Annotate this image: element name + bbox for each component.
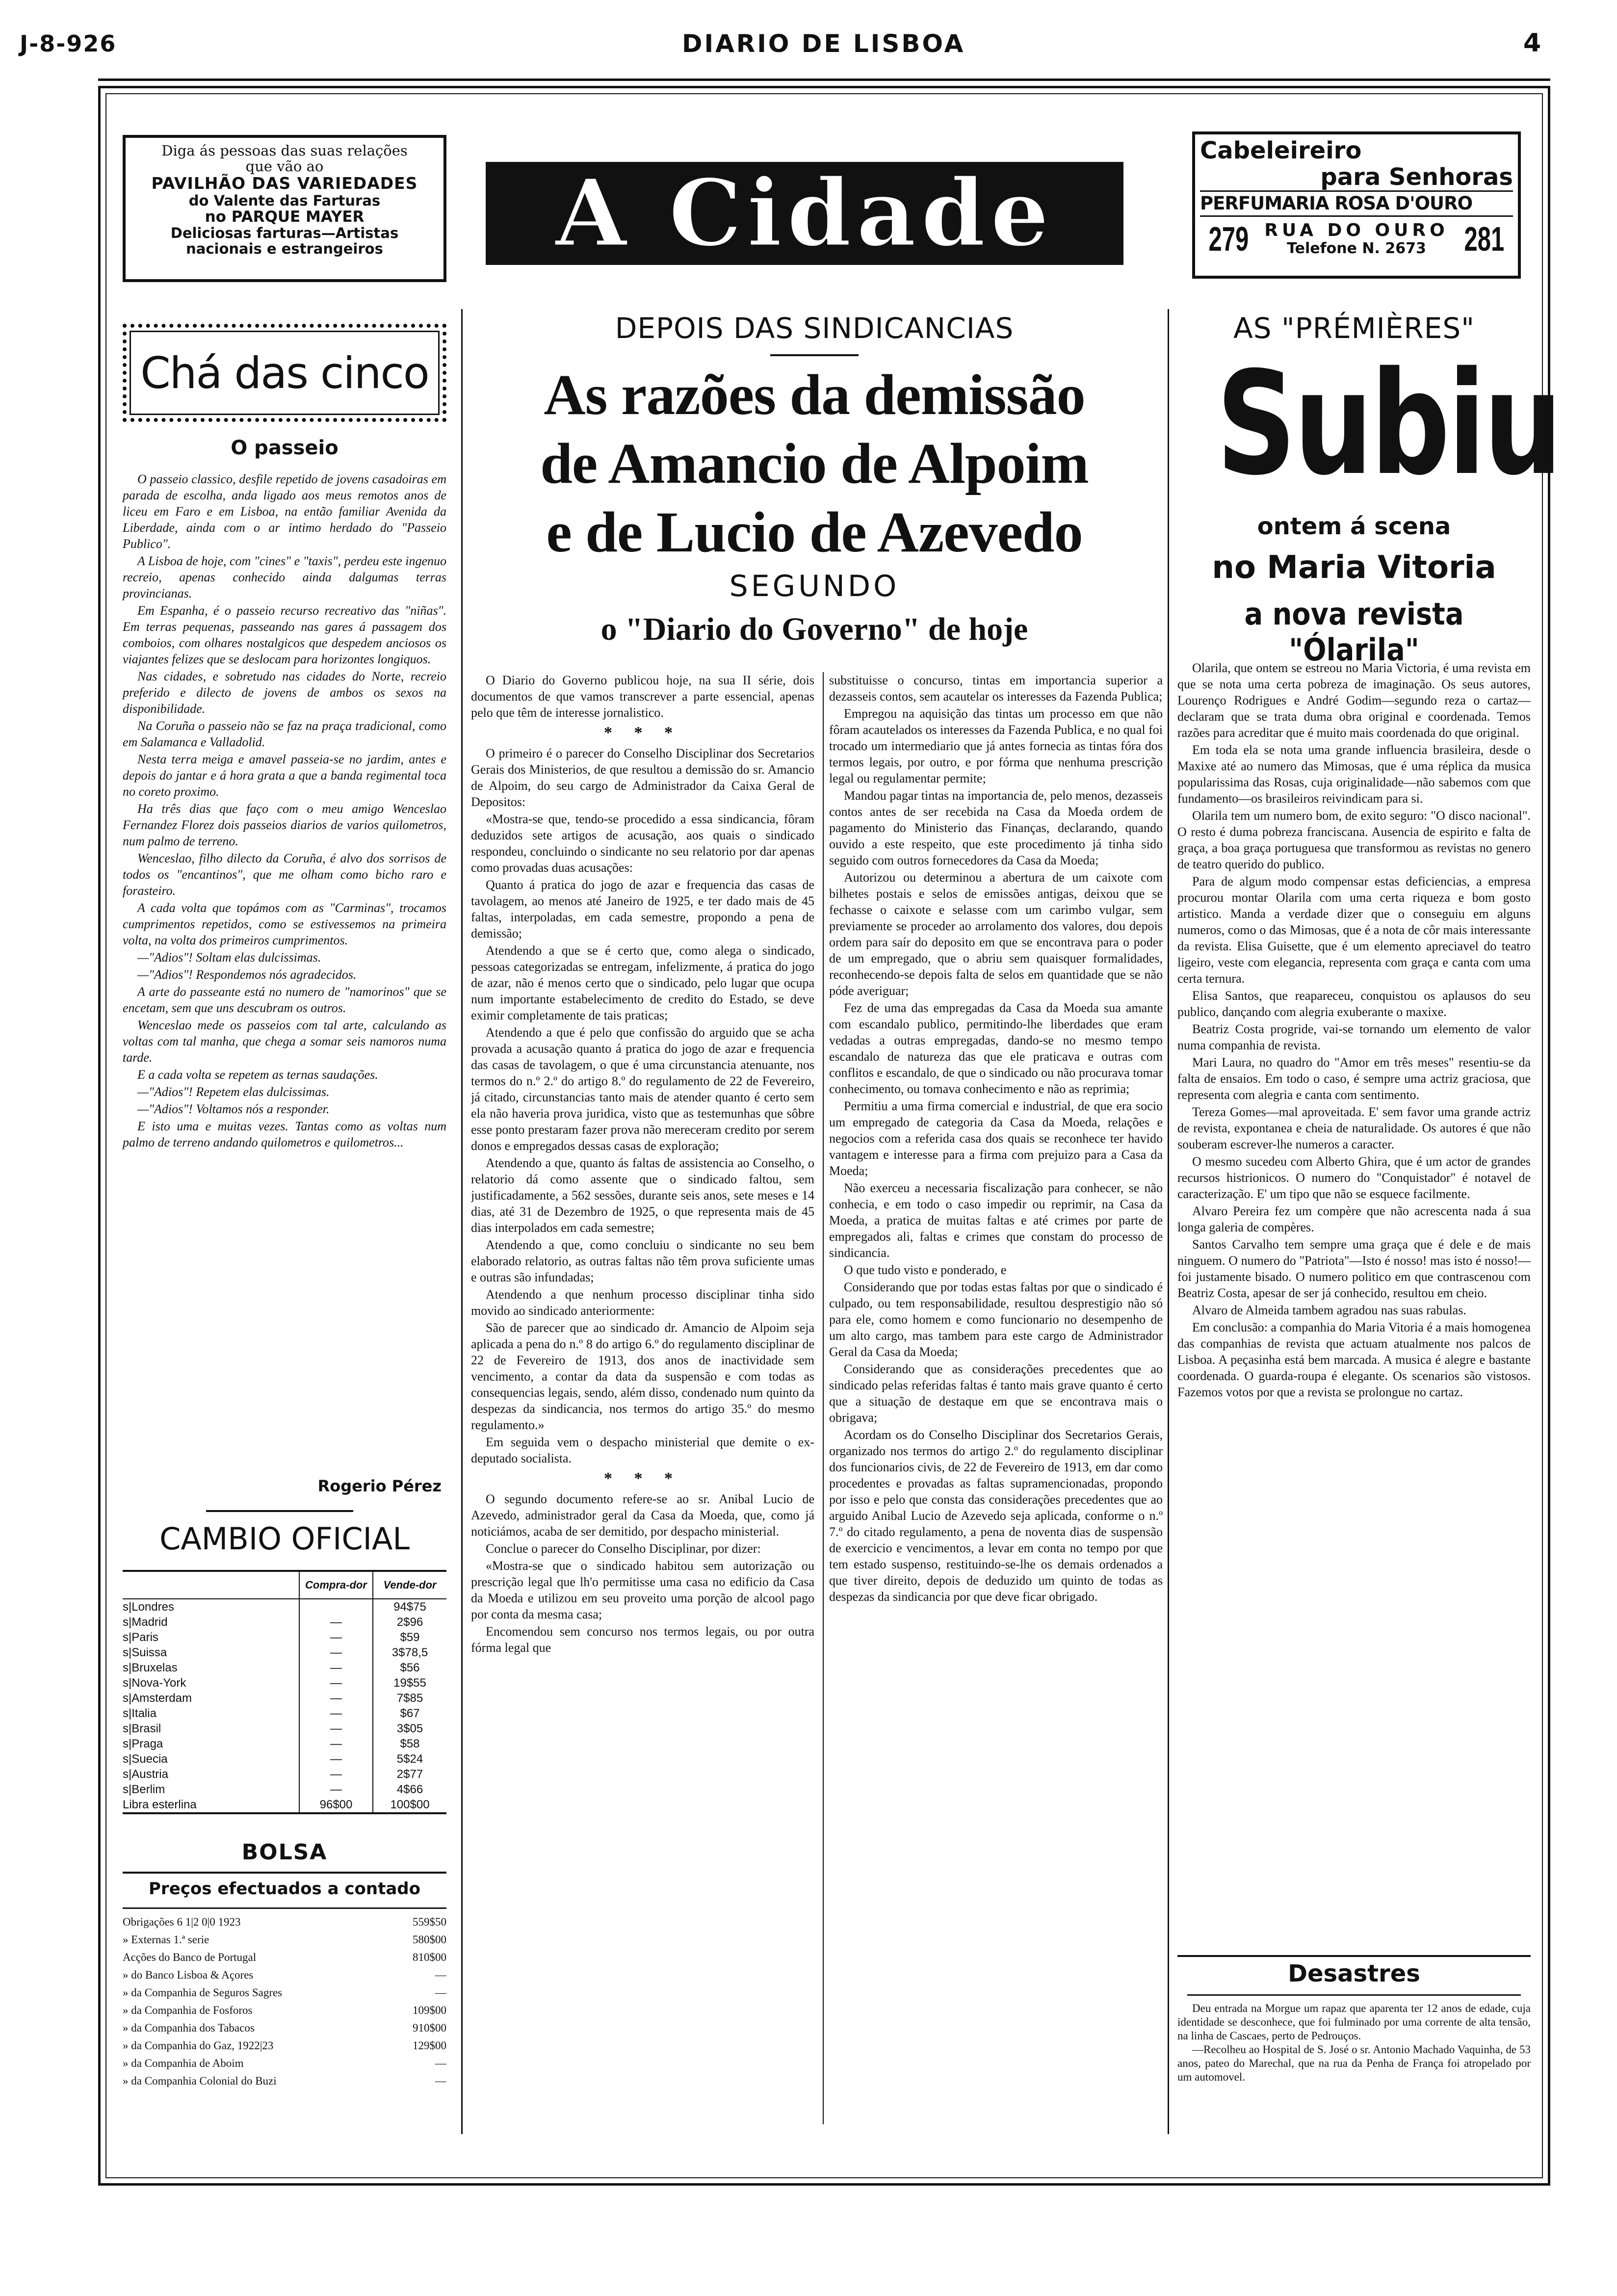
table-row [123,1797,446,1813]
article-paragraph: Considerando que por todas estas faltas por que o sindicado é culpado, ou tem responsabilidade, resultou desprestigio não só para ele, como homem e como funcionario no desempenho de um alto cargo, mas tambem para este cargo de Administrador Geral da Casa da Moeda; [829,1280,1163,1359]
article-paragraph: Encomendou sem concurso nos termos legais, ou por outra fórma legal que [471,1624,814,1655]
ad-right-street: RUA DO OURO [1264,220,1449,240]
cambio-sell: 7$85 [373,1691,446,1706]
cambio-currency: s|Paris [123,1631,158,1644]
article-paragraph: Fez de uma das empregadas da Casa da Moeda sua amante com escandalo publico, permitindo-lhe liberdades que eram vedadas a outras empregadas, dando-se no mesmo tempo escandalo de natureza das que ele praticava e outras com conflitos e escandalo, de que o sindicado ou não procurava tomar conhecimento, ou tomava conhecimento e não as reprimia; [829,1001,1163,1096]
cha-article-body [123,471,446,1151]
bolsa-security: » da Companhia dos Tabacos [123,2022,255,2034]
bolsa-rule [123,1872,446,1874]
bolsa-price: — [435,1986,446,1999]
table-row [123,1599,446,1615]
table-row [123,1615,446,1630]
ad-right-address [1200,217,1513,261]
ad-right-number-right: 281 [1464,220,1505,258]
article-paragraph: substituisse o concurso, tintas em importancia superior a dezasseis contos, sem acautelar os interesses da Fazenda Publica; [829,673,1163,704]
cambio-buy: — [299,1767,373,1782]
article-paragraph: Atendendo a que é pelo que confissão do arguido que se acha provada a acusação quanto á pratica do jogo de azar e frequencia das casas de tavolagem, o que é uma circunstancia atenuante, nos termos do n.º 2.º do artigo 8.º do regulamento de 22 de Fevereiro, já citado, circunstancias tanto mais de atender quanto é certo sem ela não haveria prova juridica, visto que as testemunhas que sôbre esse ponto prestaram fazer prova não mereceram credito por serem donos e empregados dessas casas de exploração; [471,1025,814,1153]
cambio-header-row [123,1571,446,1599]
cha-paragraph: O passeio classico, desfile repetido de jovens casadoiras em parada de escolha, anda ligado aos meus remotos anos de liceu em Faro e em Lisboa, na então familiar Avenida da Liberdade, ainda com o ar intimo herdado do "Passeio Publico". [123,472,446,551]
article-paragraph: Atendendo a que, quanto ás faltas de assistencia ao Conselho, o relatorio dá como assente que o sindicado faltou, sem justificadamente, a 562 sessões, durante seis anos, sete meses e 14 dias, até 31 de Dezembro de 1925, o que representa mais de 45 dias interpolados em cada semestre; [471,1156,814,1235]
table-row [123,1913,446,1931]
bolsa-price: — [435,2075,446,2087]
table-row [123,1966,446,1984]
cambio-buy: — [299,1675,373,1691]
table-row [123,2002,446,2019]
ad-right-line-1: Cabeleireiro [1200,137,1362,164]
ad-right-phone: Telefone N. 2673 [1287,240,1426,257]
cha-das-cinco-banner [123,324,446,422]
article-paragraph: O que tudo visto e ponderado, e [844,1263,1007,1277]
cambio-currency: s|Londres [123,1600,174,1614]
table-row [123,1645,446,1660]
bolsa-price: 910$00 [413,2022,446,2034]
article-paragraph: «Mostra-se que, tendo-se procedido a essa sindicancia, fôram deduzidos sete artigos de acusação, aos quais o sindicado respondeu, concluindo o sindicante no seu relatorio por dar apenas como provadas duas acusações: [471,812,814,875]
table-row [123,2019,446,2037]
right-sub-1: ontem á scena [1257,513,1451,540]
bolsa-security: Obrigações 6 1|2 0|0 1923 [123,1916,241,1928]
bolsa-security: » da Companhia Colonial do Buzi [123,2075,277,2087]
desastres-rule [1187,1994,1521,1996]
cambio-sell: 19$55 [373,1675,446,1691]
table-row [123,1675,446,1691]
right-sub-3: a nova revista "Ólarila" [1244,596,1464,668]
article-paragraph: O segundo documento refere-se ao sr. Anibal Lucio de Azevedo, administrador geral da Casa da Moeda, que, como já noticiámos, acaba de ser demitido, por despacho ministerial. [471,1492,814,1539]
cha-subtitle: O passeio [231,437,339,459]
cha-paragraph: E isto uma e muitas vezes. Tantas como as voltas num palmo de terreno andando quilometros e quilometros... [123,1119,446,1149]
cambio-sell: 3$05 [373,1721,446,1736]
bolsa-price: 559$50 [413,1916,446,1928]
review-paragraph: Beatriz Costa progride, vai-se tornando um elemento de valor numa companhia de revista. [1177,1022,1531,1052]
cambio-currency: s|Italia [123,1707,156,1720]
article-paragraph: Acordam os do Conselho Disciplinar dos Secretarios Gerais, organizado nos termos do artigo 2.º do regulamento disciplinar dos funcionarios civis, de 22 de Fevereiro de 1913, em dar como procedentes e provadas as faltas supramencionadas, propondo por isso e pelo que consta das considerações precedentes que ao arguido Anibal Lucio de Azevedo seja aplicada, conforme o n.º 7.º do citado regulamento, a pena de noventa dias de suspensão de exercicio e vencimentos, a levar em conta no tempo por que tem estado suspenso, restituindo-se-lhe os demais ordenados a que tiver direito, depois de deduzido um quinto de todas as despezas da sindicancia por que deve ficar obrigado. [829,1428,1163,1604]
bolsa-security: Acções do Banco de Portugal [123,1951,257,1963]
article-paragraph: Em seguida vem o despacho ministerial que demite o ex-deputado socialista. [471,1435,814,1465]
cambio-currency: s|Madrid [123,1616,168,1629]
article-paragraph: «Mostra-se que o sindicado habitou sem autorização ou prescrição legal que lh'o permitisse uma casa no edificio da Casa da Moeda e utilizou em seu proveito uma porção de alcool pago por conta da mesma casa; [471,1559,814,1621]
bolsa-rule-2 [123,1907,446,1909]
table-row [123,1660,446,1675]
ad-left-line-1: Diga ás pessoas das suas relações [161,142,408,159]
section-stars: * * * [604,724,681,742]
main-headline-1: As razões da demissão [544,363,1085,427]
article-paragraph: São de parecer que ao sindicado dr. Amancio de Alpoim seja aplicada a pena do n.º 8 do artigo 6.º do regulamento disciplinar de 22 de Fevereiro de 1913, dos anos de inactividade sem vencimento, a contar da data da suspensão e com todas as consequencias legais, sendo, além disso, condenado num quinto da despezas da sindicancia, nos termos do artigo 35.º do mesmo regulamento.» [471,1321,814,1432]
article-paragraph: Não exerceu a necessaria fiscalização para conhecer, se não conhecia, e em todo o caso impedir ou reprimir, na Casa da Moeda, a pratica de muitas faltas e até crimes por parte de empregados ali, faltas e crimes que constam do processo de sindicancia. [829,1181,1163,1260]
ad-pavilhao-variedades [123,135,446,282]
review-paragraph: Santos Carvalho tem sempre uma graça que é dele e de mais ninguem. O numero do "Patriota"—Isto é nosso! mas isto é nosso!—foi justamente bisado. O numero politico em que contrascenou com Beatriz Costa, apesar de ser já conhecido, resultou em cheio. [1177,1237,1531,1300]
cha-das-cinco-title: Chá das cinco [140,347,429,398]
newspaper-name: DIARIO DE LISBOA [682,29,965,58]
review-paragraph: Alvaro Pereira fez um compère que não acrescenta nada á sua longa galeria de compères. [1177,1204,1531,1234]
cambio-currency: s|Suecia [123,1752,168,1766]
article-paragraph: Conclue o parecer do Conselho Disciplinar, por dizer: [486,1541,761,1556]
table-row [123,2072,446,2090]
main-segundo: SEGUNDO [729,569,900,603]
cambio-buy: — [299,1721,373,1736]
ad-left-line-2: que vão ao [245,158,324,175]
review-paragraph: Em toda ela se nota uma grande influencia brasileira, desde o Maxixe até ao numero das Mimosas, que é uma réplica da musica popularissima das Rosas, cuja originalidade—não sabemos com que fundamento—os brasileiros reivindicam para si. [1177,743,1531,806]
cha-paragraph: Wenceslao, filho dilecto da Coruña, é alvo dos sorrisos de todos os "encantinos", que me olham como bicho raro e forasteiro. [123,851,446,898]
bolsa-security: » da Companhia de Aboim [123,2057,244,2069]
review-paragraph: Olarila, que ontem se estreou no Maria Victoria, é uma revista em que se nota uma certa pobreza de imaginação. Os seus autores, Lourenço Rodrigues e André Godim—segundo reza o cartaz—declaram que se trata duma obra original e coordenada. Temos razões para acreditar que é muito mais coordenada do que original. [1177,661,1531,740]
bolsa-price: — [435,1969,446,1981]
page-number: 4 [1523,28,1542,58]
cha-paragraph: Nesta terra meiga e amavel passeia-se no jardim, antes e depois do jantar e á hora grata a que a banda regimental toca no coreto proximo. [123,752,446,799]
cambio-buy: — [299,1645,373,1660]
article-paragraph: Mandou pagar tintas na importancia de, pelo menos, dezasseis contos antes de ser recebida na Casa da Moeda ordem de pagamento do Ministerio das Finanças, declarando, quando ouvido a este respeito, que este procedimento já tinha sido seguido com outros fornecedores da Casa da Moeda; [829,788,1163,867]
main-headline-3: e de Lucio de Azevedo [546,500,1083,564]
cambio-table [123,1570,446,1814]
ad-left-line-5: no PARQUE MAYER [205,208,365,226]
review-paragraph: Elisa Santos, que reapareceu, conquistou os aplausos do seu publico, dançando com alegria exuberante o maxixe. [1177,989,1531,1019]
ad-right-line-3: PERFUMARIA ROSA D'OURO [1200,190,1513,217]
article-paragraph: O Diario do Governo publicou hoje, na sua II série, dois documentos de que vamos transcrever a parte essencial, apenas pelo que têm de interesse jornalistico. [471,673,814,720]
table-row [123,2037,446,2055]
article-paragraph: Atendendo a que nenhum processo disciplinar tinha sido movido ao sindicado anteriormente: [471,1287,814,1318]
cha-paragraph: Em Espanha, é o passeio recurso recreativo das "niñas". Em terras pequenas, passeando nas gares á passagem dos comboios, com olhares nostalgicos que despedem anciosos os viajantes felizes que se deslocam para horizontes longiquos. [123,603,446,666]
right-article-body [1177,660,1531,1950]
review-paragraph: Tereza Gomes—mal aproveitada. E' sem favor uma grande actriz de revista, expontanea e cheia de naturalidade. Os autores é que não souberam escrever-lhe numeros a caracter. [1177,1105,1531,1151]
desastre-item: —Recolheu ao Hospital de S. José o sr. Antonio Machado Vaquinha, de 53 anos, pateo do Marechal, que na rua da Penha de França foi atropelado por um automovel. [1177,2043,1531,2083]
column-rule-2 [1168,309,1169,2134]
section-stars: * * * [604,1469,681,1487]
right-big-headline: Subiu [1216,341,1561,507]
table-row [123,1984,446,2002]
bolsa-security: » Externas 1.ª serie [123,1933,209,1946]
cambio-sell: $59 [373,1630,446,1645]
cambio-currency: s|Amsterdam [123,1692,192,1705]
cambio-buy: 96$00 [299,1797,373,1813]
ad-perfumaria-rosa [1192,131,1521,279]
cambio-sell: 2$77 [373,1767,446,1782]
review-paragraph: Olarila tem um numero bom, de exito seguro: "O disco nacional". O resto é duma pobreza franciscana. Ausencia de espirito e falta de graça, a boa graça portuguesa que transformou as revistas no genero de teatro querido do publico. [1177,809,1531,871]
cambio-buy: — [299,1751,373,1767]
cambio-sell: $58 [373,1736,446,1751]
masthead [486,159,1123,267]
cha-paragraph: Na Coruña o passeio não se faz na praça tradicional, como em Salamanca e Valladolid. [123,719,446,749]
cambio-currency: s|Suissa [123,1646,167,1659]
cambio-currency: Libra esterlina [123,1798,197,1811]
bolsa-price: — [435,2057,446,2069]
table-row [123,1630,446,1645]
main-kicker: DEPOIS DAS SINDICANCIAS [615,312,1014,345]
cambio-buy: — [299,1691,373,1706]
cambio-buy [299,1599,373,1615]
article-paragraph: Autorizou ou determinou a abertura de um caixote com bilhetes postais e selos de emissões antigas, deixou que se fechasse o caixote e selasse com um carimbo vulgar, sem previamente se proceder ao arrolamento dos valores, dou depois ordem para saír do deposito em que se encontrava para o poder de um empregado, que o abriu sem quaisquer formalidades, reconhecendo-se depois falta de selos em quantidade que se não póde averiguar; [829,870,1163,998]
cambio-buy: — [299,1736,373,1751]
right-kicker: AS "PRÉMIÈRES" [1233,312,1475,345]
cha-paragraph: —"Adios"! Soltam elas dulcissimas. [137,950,321,965]
cambio-currency: s|Nova-York [123,1676,186,1690]
cha-paragraph: —"Adios"! Repetem elas dulcissimas. [137,1085,330,1099]
cambio-sell: $67 [373,1706,446,1721]
cambio-sell: 100$00 [373,1797,446,1813]
ad-right-street-block [1264,221,1448,257]
bolsa-table [123,1913,446,2090]
ad-right-number-left: 279 [1208,220,1249,258]
desastre-item: Deu entrada na Morgue um rapaz que aparenta ter 12 anos de edade, cuja identidade se desconhece, que foi fulminado por uma corrente de alta tensão, na linha de Cascaes, perto de Pedrouços. [1177,2002,1531,2042]
article-paragraph: Quanto á pratica do jogo de azar e frequencia das casas de tavolagem, ao menos até Janeiro de 1925, e ter dado mais de 45 faltas, interpoladas, em cada semestre, propondo a pena de demissão; [471,878,814,940]
page-reference: J-8-926 [20,30,117,57]
ad-left-line-7: nacionais e estrangeiros [186,240,383,257]
bolsa-security: » do Banco Lisboa & Açores [123,1969,254,1981]
ad-left-line-3: PAVILHÃO DAS VARIEDADES [151,174,418,193]
article-paragraph: O primeiro é o parecer do Conselho Disciplinar dos Secretarios Gerais dos Ministerios, de que resultou a demissão do sr. Amancio de Alpoim, do seu cargo de Administrador da Caixa Geral de Depositos: [471,746,814,809]
bolsa-price: 580$00 [413,1933,446,1946]
cha-paragraph: A cada volta que topámos com as "Carminas", trocamos cumprimentos repetidos, como se estivessemos na primeira volta, na volta dos primeiros cumprimentos. [123,901,446,947]
cambio-title: CAMBIO OFICIAL [159,1521,410,1557]
cambio-currency: s|Bruxelas [123,1661,178,1674]
main-headline-2: de Amancio de Alpoim [540,431,1089,496]
cambio-buy: — [299,1660,373,1675]
inner-column-rule [823,672,824,2124]
cambio-currency: s|Praga [123,1737,163,1750]
cha-end-rule [206,1510,353,1512]
article-paragraph: Permitiu a uma firma comercial e industrial, de que era socio um empregado de categoria da Casa da Moeda, relações e negocios com a referida casa dos quais se reconhece ter havido vantagem e interesse para a firma com prejuizo para a Casa da Moeda; [829,1099,1163,1178]
bolsa-security: » da Companhia do Gaz, 1922|23 [123,2039,274,2052]
cambio-sell: 5$24 [373,1751,446,1767]
table-row [123,1736,446,1751]
cha-paragraph: Ha três dias que faço com o meu amigo Wenceslao Fernandez Florez dois passeios diarios de varios quilometros, num palmo de terreno. [123,802,446,848]
bolsa-price: 129$00 [413,2039,446,2052]
article-paragraph: Considerando que as considerações precedentes que ao sindicado pelas referidas faltas é tanto mais grave quanto é certo que a situação de destaque em que se encontrava mais o obrigava; [829,1362,1163,1425]
cambio-sell: 2$96 [373,1615,446,1630]
review-paragraph: Em conclusão: a companhia do Maria Vitoria é a mais homogenea das companhias de revista que actuam atualmente nos palcos de Lisboa. A peçasinha está bem marcada. A musica é alegre e bastante coordenada. O guarda-roupa é elegante. Os scenarios são vistosos. Fazemos votos por que a revista se prolongue no cartaz. [1177,1320,1531,1399]
article-paragraph: Atendendo a que, como concluiu o sindicante no seu bem elaborado relatorio, as outras faltas não têm prova suficiente umas e outras são infundadas; [471,1238,814,1284]
review-paragraph: Mari Laura, no quadro do "Amor em três meses" resentiu-se da falta de ensaios. Em todo o caso, é sempre uma actriz graciosa, que representa com alegria e canta com sentimento. [1177,1055,1531,1102]
bolsa-price: 810$00 [413,1951,446,1963]
ad-right-line-2: para Senhoras [1320,163,1513,191]
review-paragraph: O mesmo sucedeu com Alberto Ghira, que é um actor de grandes recursos histrionicos. O numero do "Conquistador" é notavel de caracterização. E' um tipo que não se esquece facilmente. [1177,1154,1531,1201]
cha-paragraph: A arte do passeante está no numero de "namorinos" que se encetam, sem que uns descubram os outros. [123,985,446,1015]
cha-paragraph: Wenceslao mede os passeios com tal arte, calculando as voltas com tal manha, que chega a somar seis namoros numa tarde. [123,1018,446,1065]
cambio-sell: 3$78,5 [373,1645,446,1660]
review-paragraph: Alvaro de Almeida tambem agradou nas suas rabulas. [1192,1303,1466,1317]
cambio-sell: 94$75 [373,1599,446,1615]
bolsa-security: » da Companhia de Seguros Sagres [123,1986,283,1999]
cha-paragraph: —"Adios"! Voltamos nós a responder. [137,1102,330,1116]
desastres-top-rule [1177,1955,1531,1957]
cha-paragraph: A Lisboa de hoje, com "cines" e "taxis", perdeu este ingenuo recreio, apenas conhecido ainda dalgumas terras provincianas. [123,554,446,600]
cha-paragraph: E a cada volta se repetem as ternas saudações. [137,1068,378,1082]
main-source: o "Diario do Governo" de hoje [600,611,1028,647]
cambio-currency: s|Austria [123,1768,168,1781]
right-sub-2: no Maria Vitoria [1212,549,1496,586]
review-paragraph: Para de algum modo compensar estas deficiencias, a empresa procurou montar Olarila com uma certa riqueza e bom gosto artistico. Manda a verdade dizer que o conseguiu em alguns numeros, como o das Mimosas, que é a nota de côr mais interessante da revista. Elisa Guisette, que é um elemento apreciavel do teatro ligeiro, veste com elegancia, representa com graça e canta com uma certa ternura. [1177,874,1531,986]
cambio-buy: — [299,1782,373,1797]
cha-author: Rogerio Pérez [317,1477,442,1495]
kicker-ornament [770,354,859,356]
table-row [123,1931,446,1949]
cambio-buy: — [299,1615,373,1630]
desastres-body [1177,2002,1531,2084]
cambio-sell: $56 [373,1660,446,1675]
cambio-col-sell: Vende-dor [373,1571,446,1599]
cambio-sell: 4$66 [373,1782,446,1797]
bolsa-title: BOLSA [241,1840,328,1865]
cha-paragraph: Nas cidades, e sobretudo nas cidades do Norte, recreio preferido e dilecto de jovens de ambos os sexos na disponibilidade. [123,669,446,716]
article-paragraph: Atendendo a que se é certo que, como alega o sindicado, pessoas categorizadas se entregam, infelizmente, á pratica do jogo de azar, não é menos certo que o sindicado, pelo lugar que ocupa num importante estabelecimento de credito do Estado, se deve eximir completamente de tais praticas; [471,943,814,1022]
table-row [123,1782,446,1797]
table-row [123,1706,446,1721]
table-row [123,1751,446,1767]
ad-left-line-4: do Valente das Farturas [188,192,381,209]
masthead-title: A Cidade [555,159,1054,267]
table-row [123,1721,446,1736]
bolsa-subtitle: Preços efectuados a contado [149,1879,420,1899]
cambio-buy: — [299,1706,373,1721]
bolsa-price: 109$00 [413,2004,446,2016]
main-column-1 [471,672,814,2124]
cambio-col-buy: Compra-dor [299,1571,373,1599]
cambio-currency: s|Brasil [123,1722,161,1735]
ad-left-line-6: Deliciosas farturas—Artistas [170,225,399,241]
cambio-currency: s|Berlim [123,1783,165,1796]
cambio-buy: — [299,1630,373,1645]
header-rule [98,78,1550,81]
table-row [123,2055,446,2072]
bolsa-security: » da Companhia de Fosforos [123,2004,253,2016]
article-paragraph: Empregou na aquisição das tintas um processo em que não fôram acautelados os interesses da Fazenda Publica, e no qual foi trocado um intermediario que já antes fornecia as tintas fóra dos termos legais, por outro, e por fórma que nenhuma prescrição legal ou regulamentar permite; [829,706,1163,785]
table-row [123,1767,446,1782]
desastres-title: Desastres [1288,1960,1420,1987]
cha-paragraph: —"Adios"! Respondemos nós agradecidos. [137,967,357,982]
table-row [123,1691,446,1706]
main-column-2 [829,672,1163,2124]
table-row [123,1949,446,1966]
column-rule-1 [461,309,463,2134]
